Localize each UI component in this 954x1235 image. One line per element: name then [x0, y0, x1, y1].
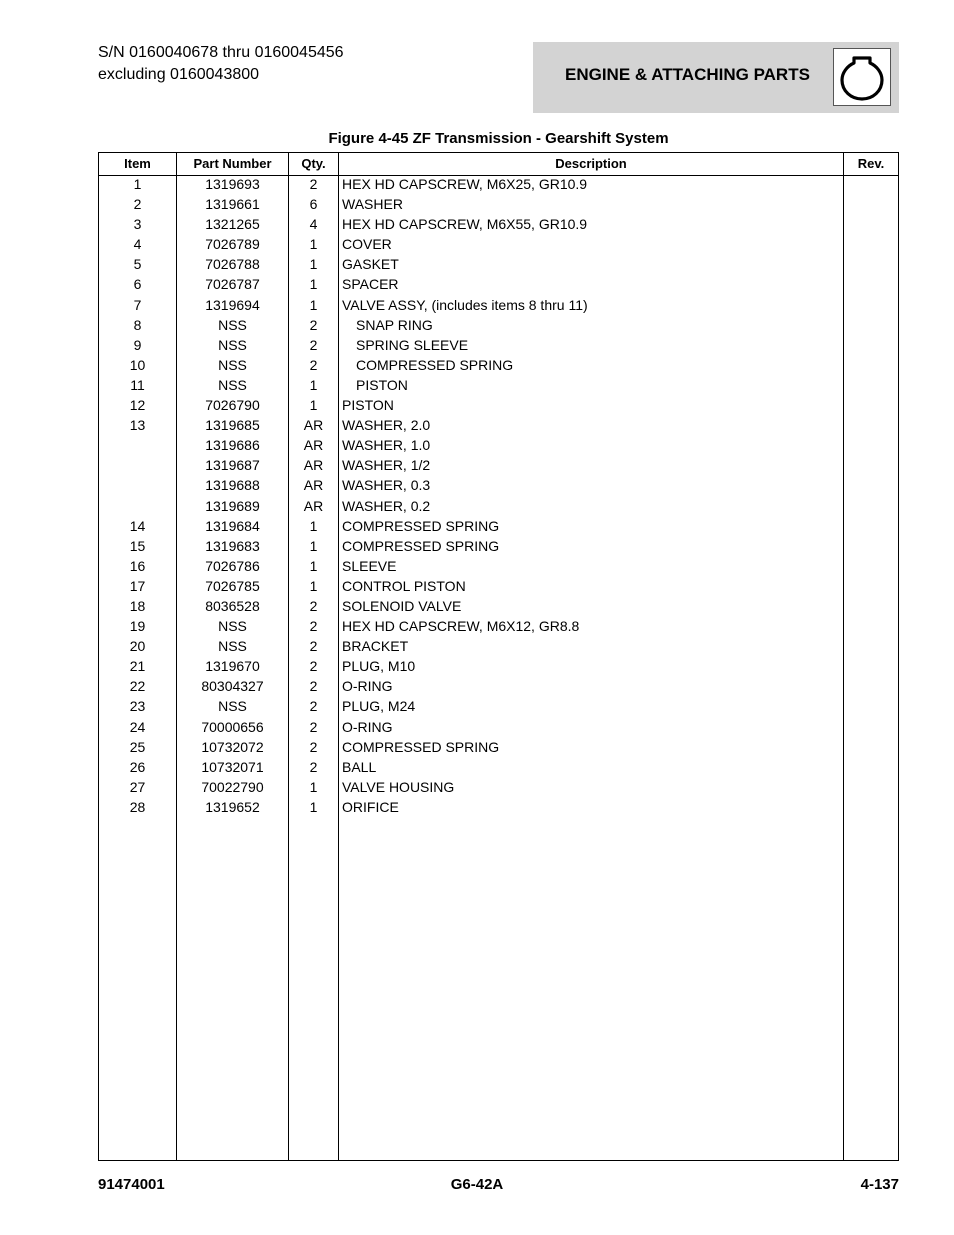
part-number-cell: 1319686 [205, 437, 260, 454]
qty-cell: 1 [309, 557, 318, 574]
description-cell: O-RING [342, 718, 393, 735]
qty-cell: 2 [309, 758, 318, 775]
serial-number-range [98, 42, 344, 86]
description-cell: COMPRESSED SPRING [356, 356, 514, 373]
item-cell: 5 [133, 256, 142, 273]
part-number-cell: 10732071 [201, 758, 264, 775]
header-description: Description [555, 156, 627, 171]
table-row [99, 497, 898, 517]
header-rev: Rev. [857, 156, 885, 171]
header-qty: Qty. [301, 156, 326, 171]
part-number-cell: 1319670 [205, 658, 260, 675]
description-cell: COMPRESSED SPRING [342, 537, 500, 554]
item-cell: 28 [129, 798, 146, 815]
table-row [99, 235, 898, 255]
table-row [99, 396, 898, 416]
description-cell: ORIFICE [342, 798, 399, 815]
qty-cell: 1 [309, 296, 318, 313]
item-cell: 8 [133, 316, 142, 333]
qty-cell: 1 [309, 778, 318, 795]
qty-cell: 6 [309, 196, 318, 213]
parts-table [98, 152, 899, 1161]
part-number-cell: 7026785 [205, 577, 260, 594]
part-number-cell: 1319687 [205, 457, 260, 474]
part-number-cell: 1321265 [205, 216, 260, 233]
description-cell: WASHER, 0.3 [342, 477, 431, 494]
description-cell: HEX HD CAPSCREW, M6X12, GR8.8 [342, 618, 580, 635]
description-cell: VALVE ASSY, (includes items 8 thru 11) [342, 296, 588, 313]
part-number-cell: 1319652 [205, 798, 260, 815]
item-cell: 19 [129, 618, 146, 635]
part-number-cell: 80304327 [201, 678, 264, 695]
qty-cell: AR [303, 437, 324, 454]
part-number-cell: 8036528 [205, 597, 260, 614]
item-cell: 6 [133, 276, 142, 293]
qty-cell: 1 [309, 798, 318, 815]
qty-cell: 2 [309, 176, 318, 192]
part-number-cell: 1319689 [205, 497, 260, 514]
serial-line-1: S/N 0160040678 thru 0160045456 [98, 44, 344, 61]
serial-line-2: excluding 0160043800 [98, 66, 260, 83]
table-row [99, 376, 898, 396]
item-cell: 24 [129, 718, 146, 735]
qty-cell: AR [303, 457, 324, 474]
qty-cell: 1 [309, 256, 318, 273]
description-cell: GASKET [342, 256, 399, 273]
qty-cell: 2 [309, 718, 318, 735]
item-cell: 12 [129, 397, 146, 414]
qty-cell: AR [303, 497, 324, 514]
description-cell: HEX HD CAPSCREW, M6X55, GR10.9 [342, 216, 588, 233]
section-header [533, 42, 899, 113]
table-row [99, 537, 898, 557]
item-cell: 21 [129, 658, 146, 675]
part-number-cell: NSS [218, 356, 247, 373]
item-cell: 25 [129, 738, 146, 755]
table-row [99, 738, 898, 758]
description-cell: WASHER, 2.0 [342, 417, 431, 434]
qty-cell: 2 [309, 316, 318, 333]
item-cell: 7 [133, 296, 142, 313]
part-number-cell: 7026788 [205, 256, 260, 273]
description-cell: COMPRESSED SPRING [342, 738, 500, 755]
part-number-cell: 7026787 [205, 276, 260, 293]
part-number-cell: 1319688 [205, 477, 260, 494]
table-row [99, 778, 898, 798]
qty-cell: AR [303, 417, 324, 434]
table-row [99, 476, 898, 496]
description-cell: SNAP RING [356, 316, 433, 333]
description-cell: SPACER [342, 276, 399, 293]
footer-doc-number: 91474001 [98, 1176, 165, 1193]
qty-cell: 1 [309, 537, 318, 554]
qty-cell: 1 [309, 236, 318, 253]
part-number-cell: NSS [218, 638, 247, 655]
table-row [99, 557, 898, 577]
description-cell: COMPRESSED SPRING [342, 517, 500, 534]
item-cell: 1 [133, 176, 142, 192]
qty-cell: 2 [309, 738, 318, 755]
item-cell: 18 [129, 597, 146, 614]
table-row [99, 275, 898, 295]
part-number-cell: 1319693 [205, 176, 260, 192]
part-number-cell: 70000656 [201, 718, 264, 735]
table-row [99, 336, 898, 356]
table-row [99, 617, 898, 637]
table-row [99, 456, 898, 476]
qty-cell: AR [303, 477, 324, 494]
item-cell: 16 [129, 557, 146, 574]
item-cell: 10 [129, 356, 146, 373]
table-row [99, 436, 898, 456]
qty-cell: 2 [309, 678, 318, 695]
item-cell: 9 [133, 336, 142, 353]
table-row [99, 195, 898, 215]
description-cell: PISTON [356, 376, 408, 393]
part-number-cell: 1319685 [205, 417, 260, 434]
part-number-cell: NSS [218, 376, 247, 393]
description-cell: COVER [342, 236, 392, 253]
table-body [99, 175, 898, 818]
description-cell: PLUG, M10 [342, 658, 416, 675]
figure-title: Figure 4-45 ZF Transmission - Gearshift System [328, 130, 669, 147]
item-cell: 26 [129, 758, 146, 775]
item-cell: 13 [129, 417, 146, 434]
item-cell: 4 [133, 236, 142, 253]
qty-cell: 2 [309, 597, 318, 614]
table-row [99, 356, 898, 376]
description-cell: WASHER, 0.2 [342, 497, 431, 514]
table-row [99, 637, 898, 657]
description-cell: HEX HD CAPSCREW, M6X25, GR10.9 [342, 176, 588, 192]
qty-cell: 1 [309, 276, 318, 293]
part-number-cell: 1319694 [205, 296, 260, 313]
qty-cell: 2 [309, 698, 318, 715]
part-number-cell: 70022790 [201, 778, 264, 795]
table-row [99, 416, 898, 436]
item-cell: 20 [129, 638, 146, 655]
table-row [99, 316, 898, 336]
item-cell: 2 [133, 196, 142, 213]
qty-cell: 2 [309, 618, 318, 635]
description-cell: PLUG, M24 [342, 698, 416, 715]
description-cell: SLEEVE [342, 557, 397, 574]
part-number-cell: NSS [218, 618, 247, 635]
description-cell: WASHER [342, 196, 403, 213]
part-number-cell: 1319683 [205, 537, 260, 554]
table-row [99, 577, 898, 597]
item-cell: 15 [129, 537, 146, 554]
qty-cell: 1 [309, 517, 318, 534]
part-number-cell: 7026789 [205, 236, 260, 253]
description-cell: BALL [342, 758, 377, 775]
part-number-cell: 1319684 [205, 517, 260, 534]
description-cell: SOLENOID VALVE [342, 597, 462, 614]
part-number-cell: 10732072 [201, 738, 264, 755]
item-cell: 11 [130, 376, 145, 393]
part-number-cell: NSS [218, 698, 247, 715]
section-title: ENGINE & ATTACHING PARTS [565, 65, 810, 84]
description-cell: WASHER, 1.0 [342, 437, 431, 454]
item-cell: 22 [129, 678, 146, 695]
part-number-cell: NSS [218, 336, 247, 353]
part-number-cell: NSS [218, 316, 247, 333]
description-cell: SPRING SLEEVE [356, 336, 469, 353]
table-row [99, 697, 898, 717]
table-row [99, 175, 898, 195]
qty-cell: 2 [309, 336, 318, 353]
description-cell: O-RING [342, 678, 393, 695]
table-row [99, 597, 898, 617]
table-row [99, 718, 898, 738]
qty-cell: 1 [309, 397, 318, 414]
header-part-number: Part Number [193, 156, 272, 171]
table-row [99, 215, 898, 235]
header-item: Item [124, 156, 151, 171]
table-row [99, 798, 898, 818]
item-cell: 14 [129, 517, 146, 534]
part-number-cell: 7026790 [205, 397, 260, 414]
item-cell: 3 [133, 216, 142, 233]
qty-cell: 1 [309, 577, 318, 594]
table-row [99, 517, 898, 537]
item-cell: 27 [129, 778, 146, 795]
description-cell: CONTROL PISTON [342, 577, 466, 594]
engine-icon [833, 48, 891, 106]
part-number-cell: 1319661 [205, 196, 260, 213]
table-row [99, 296, 898, 316]
qty-cell: 2 [309, 638, 318, 655]
table-row [99, 758, 898, 778]
qty-cell: 2 [309, 356, 318, 373]
description-cell: BRACKET [342, 638, 409, 655]
table-row [99, 677, 898, 697]
qty-cell: 1 [309, 376, 318, 393]
qty-cell: 2 [309, 658, 318, 675]
footer-model: G6-42A [450, 1176, 504, 1193]
description-cell: VALVE HOUSING [342, 778, 455, 795]
table-row [99, 255, 898, 275]
description-cell: PISTON [342, 397, 394, 414]
table-row [99, 657, 898, 677]
footer-page-number: 4-137 [860, 1176, 899, 1193]
description-cell: WASHER, 1/2 [342, 457, 431, 474]
part-number-cell: 7026786 [205, 557, 260, 574]
qty-cell: 4 [309, 216, 318, 233]
item-cell: 23 [129, 698, 146, 715]
item-cell: 17 [129, 577, 146, 594]
